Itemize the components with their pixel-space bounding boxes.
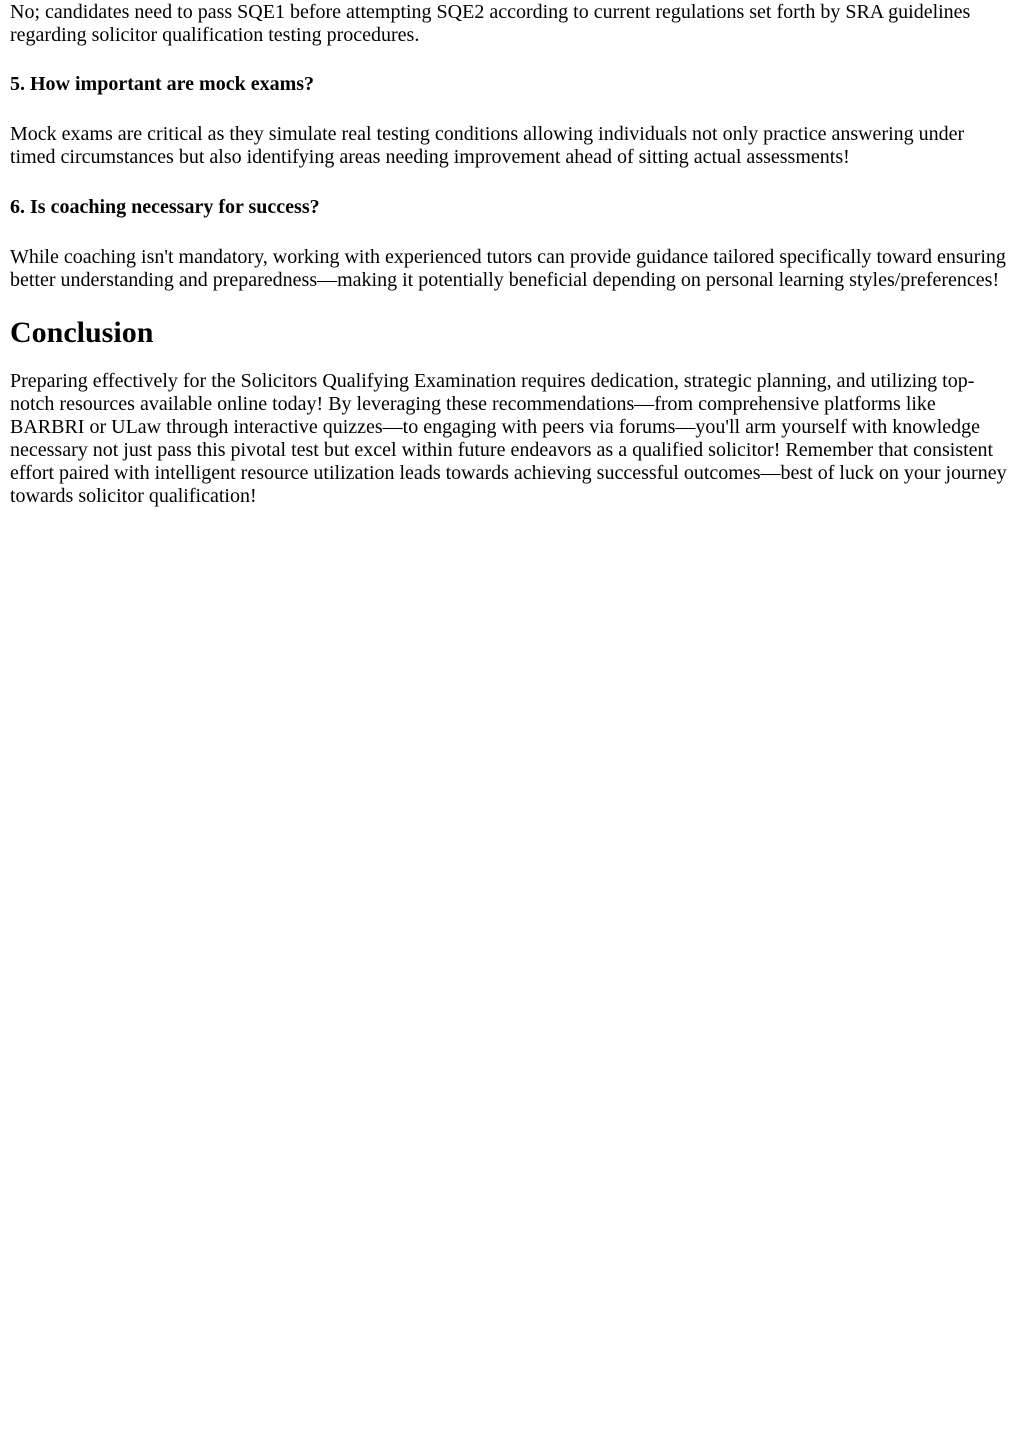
conclusion-heading: Conclusion	[10, 316, 154, 349]
conclusion-paragraph: Preparing effectively for the Solicitors Qualifying Examination requires dedication, strategic planning, and utilizing top-notch resources available online today! By leveraging these recommendations—from comprehensive platforms like BARBRI or ULaw through interactive quizzes—to engaging with peers via forums—you'll arm yourself with knowledge necessary not just pass this pivotal test but excel within future endeavors as a qualified solicitor! Remember that consistent effort paired with intelligent resource utilization leads towards achieving successful outcomes—best of luck on your journey towards solicitor qualification!	[10, 370, 1007, 507]
faq4-answer: No; candidates need to pass SQE1 before attempting SQE2 according to current regulations set forth by SRA guidelines regarding solicitor qualification testing procedures.	[10, 1, 971, 46]
faq5-answer: Mock exams are critical as they simulate real testing conditions allowing individuals not only practice answering under timed circumstances but also identifying areas needing improvement ahead of sitting actual assessments!	[10, 123, 965, 168]
faq6-question: 6. Is coaching necessary for success?	[10, 196, 320, 218]
faq5-question: 5. How important are mock exams?	[10, 73, 315, 95]
article-body	[0, 1, 1024, 508]
faq6-answer: While coaching isn't mandatory, working with experienced tutors can provide guidance tailored specifically toward ensuring better understanding and preparedness—making it potentially beneficial depending on personal learning styles/preferences!	[10, 246, 1006, 291]
